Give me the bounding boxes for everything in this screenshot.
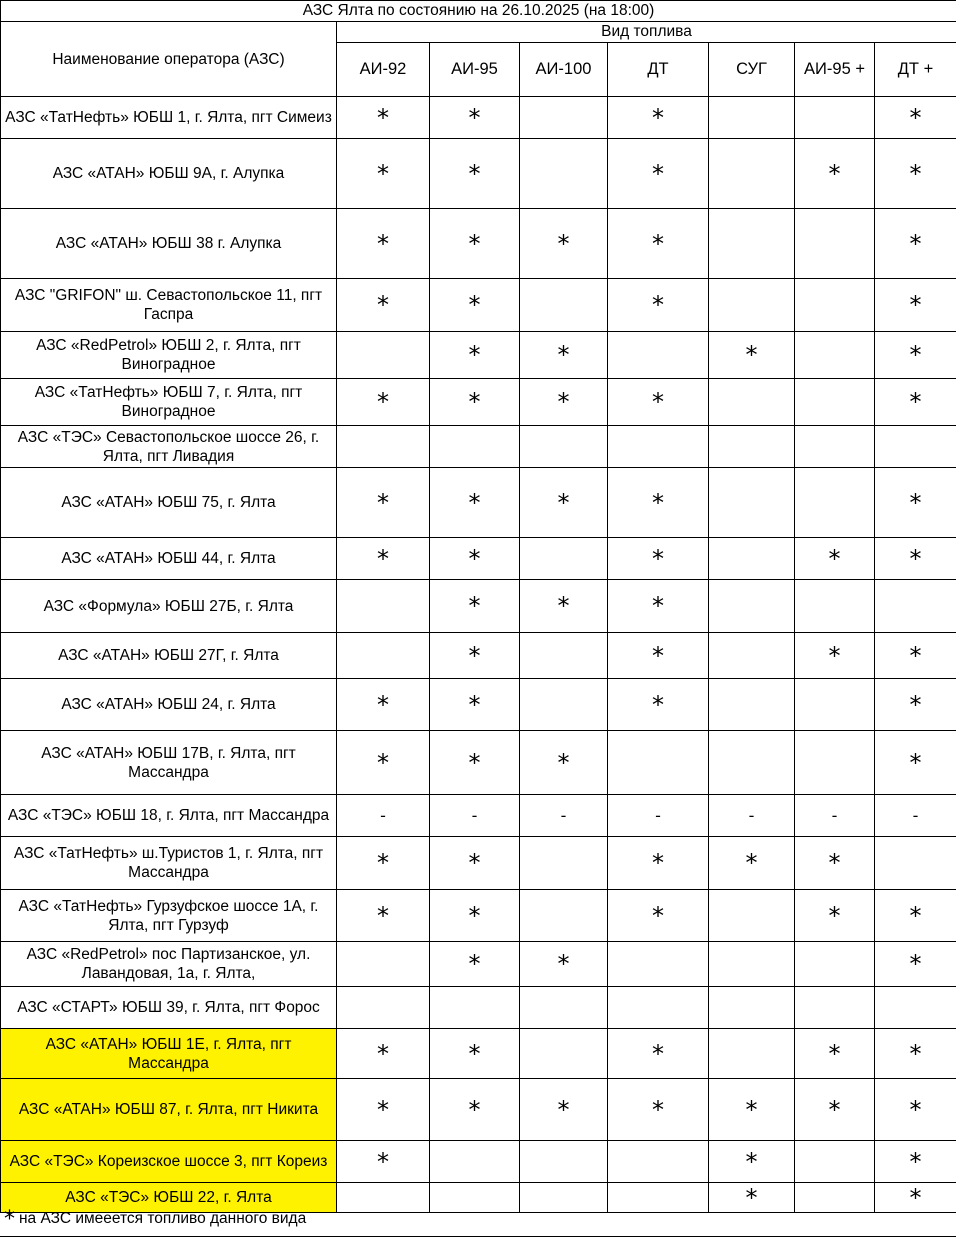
availability-cell: * <box>430 731 520 795</box>
availability-cell: * <box>709 1183 795 1213</box>
availability-cell <box>875 837 956 890</box>
availability-cell <box>430 987 520 1029</box>
availability-cell <box>520 139 608 209</box>
availability-cell: * <box>520 942 608 987</box>
availability-cell <box>795 426 875 468</box>
availability-cell <box>709 97 795 139</box>
availability-cell: * <box>608 97 709 139</box>
availability-cell <box>709 139 795 209</box>
availability-cell: * <box>337 731 430 795</box>
station-row <box>1 837 956 890</box>
availability-cell <box>709 279 795 332</box>
availability-cell <box>709 379 795 426</box>
availability-cell: * <box>430 890 520 942</box>
availability-cell <box>337 1183 430 1213</box>
availability-cell: * <box>608 538 709 580</box>
availability-cell: * <box>520 332 608 379</box>
bottom-border <box>0 1236 956 1240</box>
availability-cell <box>795 468 875 538</box>
station-name: АЗС «АТАН» ЮБШ 9А, г. Алупка <box>1 139 337 209</box>
availability-cell: * <box>608 1079 709 1141</box>
availability-cell: * <box>608 837 709 890</box>
availability-cell <box>795 942 875 987</box>
availability-cell: * <box>608 580 709 633</box>
availability-cell <box>795 279 875 332</box>
availability-cell <box>795 97 875 139</box>
availability-cell: * <box>430 1029 520 1079</box>
availability-cell: * <box>337 97 430 139</box>
availability-cell: * <box>520 209 608 279</box>
availability-cell: - <box>430 795 520 837</box>
availability-cell: * <box>795 633 875 679</box>
availability-cell <box>520 538 608 580</box>
availability-cell: * <box>337 538 430 580</box>
station-name: АЗС «RedPetrol» пос Партизанское, ул. Лавандовая, 1а, г. Ялта, <box>1 942 337 987</box>
availability-cell <box>608 731 709 795</box>
availability-cell <box>795 379 875 426</box>
availability-cell <box>520 279 608 332</box>
availability-cell: * <box>608 679 709 731</box>
availability-cell <box>337 580 430 633</box>
availability-cell <box>875 580 956 633</box>
availability-cell <box>709 890 795 942</box>
availability-cell: * <box>795 890 875 942</box>
availability-cell: * <box>875 209 956 279</box>
availability-cell: * <box>795 139 875 209</box>
footnote-text: на АЗС имееется топливо данного вида <box>19 1210 306 1227</box>
availability-cell <box>709 468 795 538</box>
availability-cell <box>875 987 956 1029</box>
availability-cell <box>795 731 875 795</box>
availability-cell: * <box>608 209 709 279</box>
availability-cell <box>520 1183 608 1213</box>
availability-cell <box>608 332 709 379</box>
availability-cell: - <box>875 795 956 837</box>
availability-cell: * <box>875 538 956 580</box>
station-name: АЗС «ТатНефть» ш.Туристов 1, г. Ялта, пгт Массандра <box>1 837 337 890</box>
station-row <box>1 942 956 987</box>
availability-cell: * <box>875 139 956 209</box>
availability-cell: * <box>337 209 430 279</box>
availability-cell: * <box>875 890 956 942</box>
availability-cell: - <box>520 795 608 837</box>
station-row <box>1 139 956 209</box>
station-name: АЗС «ТЭС» Кореизское шоссе 3, пгт Кореиз <box>1 1141 337 1183</box>
availability-cell <box>795 1141 875 1183</box>
availability-cell: * <box>430 139 520 209</box>
station-name: АЗС «ТЭС» Севастопольское шоссе 26, г. Ялта, пгт Ливадия <box>1 426 337 468</box>
station-name: АЗС «АТАН» ЮБШ 24, г. Ялта <box>1 679 337 731</box>
availability-cell <box>608 987 709 1029</box>
availability-cell: * <box>430 942 520 987</box>
availability-cell: * <box>520 1079 608 1141</box>
footnote-star: * <box>4 1207 15 1232</box>
availability-cell <box>795 332 875 379</box>
station-row <box>1 1141 956 1183</box>
availability-cell <box>795 679 875 731</box>
station-name: АЗС «АТАН» ЮБШ 38 г. Алупка <box>1 209 337 279</box>
station-row <box>1 795 956 837</box>
availability-cell: - <box>795 795 875 837</box>
availability-cell: * <box>875 731 956 795</box>
availability-cell: * <box>520 731 608 795</box>
availability-cell <box>709 538 795 580</box>
availability-cell <box>795 580 875 633</box>
availability-cell: * <box>608 139 709 209</box>
availability-cell: * <box>520 379 608 426</box>
availability-cell <box>608 426 709 468</box>
availability-cell: * <box>337 379 430 426</box>
fuel-type-header: ДТ + <box>875 43 956 97</box>
availability-cell: * <box>608 633 709 679</box>
header-row-group <box>1 22 956 43</box>
fuel-type-header: СУГ <box>709 43 795 97</box>
availability-cell: * <box>430 538 520 580</box>
station-row <box>1 1079 956 1141</box>
availability-cell <box>430 426 520 468</box>
availability-cell: * <box>795 1029 875 1079</box>
availability-cell: * <box>520 468 608 538</box>
station-name: АЗС «АТАН» ЮБШ 87, г. Ялта, пгт Никита <box>1 1079 337 1141</box>
table-title: АЗС Ялта по состоянию на 26.10.2025 (на 18:00) <box>1 1 956 22</box>
station-row <box>1 426 956 468</box>
availability-cell: * <box>795 1079 875 1141</box>
legend-footnote <box>4 1207 306 1232</box>
title-row <box>1 1 956 22</box>
availability-cell <box>709 987 795 1029</box>
availability-cell: * <box>709 332 795 379</box>
availability-cell: * <box>430 837 520 890</box>
availability-cell: * <box>430 379 520 426</box>
station-row <box>1 279 956 332</box>
availability-cell <box>337 987 430 1029</box>
availability-cell <box>709 633 795 679</box>
availability-cell: * <box>709 1141 795 1183</box>
station-name: АЗС «АТАН» ЮБШ 17В, г. Ялта, пгт Массандра <box>1 731 337 795</box>
availability-cell <box>520 426 608 468</box>
availability-cell <box>520 987 608 1029</box>
availability-cell <box>709 731 795 795</box>
station-name: АЗС «ТатНефть» Гурзуфское шоссе 1А, г. Ялта, пгт Гурзуф <box>1 890 337 942</box>
station-name: АЗС «АТАН» ЮБШ 27Г, г. Ялта <box>1 633 337 679</box>
availability-cell <box>709 942 795 987</box>
availability-cell: * <box>337 279 430 332</box>
availability-cell <box>709 209 795 279</box>
availability-cell <box>795 987 875 1029</box>
availability-cell <box>795 1183 875 1213</box>
availability-cell <box>337 426 430 468</box>
fuel-type-header: ДТ <box>608 43 709 97</box>
availability-cell: * <box>709 1079 795 1141</box>
availability-cell <box>520 1141 608 1183</box>
station-name: АЗС «ТатНефть» ЮБШ 1, г. Ялта, пгт Симеиз <box>1 97 337 139</box>
availability-cell <box>608 1183 709 1213</box>
availability-cell: * <box>430 97 520 139</box>
station-name: АЗС «СТАРТ» ЮБШ 39, г. Ялта, пгт Форос <box>1 987 337 1029</box>
availability-cell <box>337 633 430 679</box>
station-name: АЗС «ТЭС» ЮБШ 18, г. Ялта, пгт Массандра <box>1 795 337 837</box>
availability-cell <box>337 332 430 379</box>
availability-cell: - <box>608 795 709 837</box>
availability-cell <box>709 426 795 468</box>
availability-cell <box>795 209 875 279</box>
availability-cell <box>337 942 430 987</box>
availability-cell: * <box>875 332 956 379</box>
availability-cell: * <box>875 679 956 731</box>
station-name: АЗС «АТАН» ЮБШ 75, г. Ялта <box>1 468 337 538</box>
availability-cell: * <box>875 379 956 426</box>
availability-cell: * <box>875 1029 956 1079</box>
station-row <box>1 538 956 580</box>
station-row <box>1 209 956 279</box>
station-row <box>1 332 956 379</box>
availability-cell: * <box>875 1183 956 1213</box>
station-row <box>1 679 956 731</box>
station-row <box>1 379 956 426</box>
availability-cell: * <box>795 837 875 890</box>
station-name: АЗС «Формула» ЮБШ 27Б, г. Ялта <box>1 580 337 633</box>
availability-cell <box>520 890 608 942</box>
station-name: АЗС «ТЭС» ЮБШ 22, г. Ялта <box>1 1183 337 1213</box>
availability-cell: * <box>875 1079 956 1141</box>
availability-cell: - <box>709 795 795 837</box>
station-row <box>1 633 956 679</box>
availability-cell <box>875 426 956 468</box>
availability-cell <box>709 580 795 633</box>
fuel-type-header: АИ-95 + <box>795 43 875 97</box>
availability-cell <box>520 679 608 731</box>
availability-cell: * <box>875 633 956 679</box>
availability-cell: * <box>430 633 520 679</box>
station-name: АЗС «RedPetrol» ЮБШ 2, г. Ялта, пгт Виноградное <box>1 332 337 379</box>
availability-cell: * <box>337 1141 430 1183</box>
availability-cell: * <box>337 890 430 942</box>
station-row <box>1 987 956 1029</box>
availability-cell: * <box>337 468 430 538</box>
station-name: АЗС «ТатНефть» ЮБШ 7, г. Ялта, пгт Виноградное <box>1 379 337 426</box>
availability-cell: * <box>795 538 875 580</box>
availability-cell: * <box>875 468 956 538</box>
fuel-type-header: АИ-100 <box>520 43 608 97</box>
availability-cell: * <box>337 139 430 209</box>
availability-cell: * <box>608 468 709 538</box>
availability-cell: * <box>337 679 430 731</box>
station-name: АЗС "GRIFON" ш. Севастопольское 11, пгт Гаспра <box>1 279 337 332</box>
availability-cell: * <box>430 279 520 332</box>
station-row <box>1 468 956 538</box>
availability-cell <box>608 1141 709 1183</box>
station-row <box>1 890 956 942</box>
availability-cell: * <box>337 837 430 890</box>
availability-cell <box>430 1141 520 1183</box>
availability-cell <box>520 97 608 139</box>
availability-cell: * <box>337 1079 430 1141</box>
availability-cell: * <box>430 332 520 379</box>
availability-cell: - <box>337 795 430 837</box>
availability-cell <box>520 1029 608 1079</box>
availability-cell: * <box>608 379 709 426</box>
station-rows <box>1 97 956 1213</box>
availability-cell <box>709 679 795 731</box>
fuel-type-header: АИ-92 <box>337 43 430 97</box>
fuel-type-header: АИ-95 <box>430 43 520 97</box>
availability-cell: * <box>875 1141 956 1183</box>
station-row <box>1 580 956 633</box>
station-row <box>1 731 956 795</box>
availability-cell: * <box>430 468 520 538</box>
station-name: АЗС «АТАН» ЮБШ 1Е, г. Ялта, пгт Массандра <box>1 1029 337 1079</box>
availability-cell: * <box>875 97 956 139</box>
availability-cell: * <box>608 279 709 332</box>
availability-cell: * <box>430 209 520 279</box>
station-row <box>1 97 956 139</box>
availability-cell: * <box>430 580 520 633</box>
station-name: АЗС «АТАН» ЮБШ 44, г. Ялта <box>1 538 337 580</box>
station-row <box>1 1029 956 1079</box>
availability-cell <box>520 633 608 679</box>
availability-cell: * <box>608 890 709 942</box>
availability-cell: * <box>520 580 608 633</box>
availability-cell <box>430 1183 520 1213</box>
availability-cell: * <box>337 1029 430 1079</box>
availability-cell: * <box>875 279 956 332</box>
availability-cell <box>608 942 709 987</box>
availability-cell: * <box>608 1029 709 1079</box>
availability-cell: * <box>709 837 795 890</box>
availability-cell <box>709 1029 795 1079</box>
availability-cell: * <box>430 679 520 731</box>
availability-cell: * <box>430 1079 520 1141</box>
availability-cell <box>520 837 608 890</box>
fuel-type-group-header: Вид топлива <box>337 22 956 43</box>
availability-cell: * <box>875 942 956 987</box>
operator-name-header: Наименование оператора (АЗС) <box>1 22 337 97</box>
